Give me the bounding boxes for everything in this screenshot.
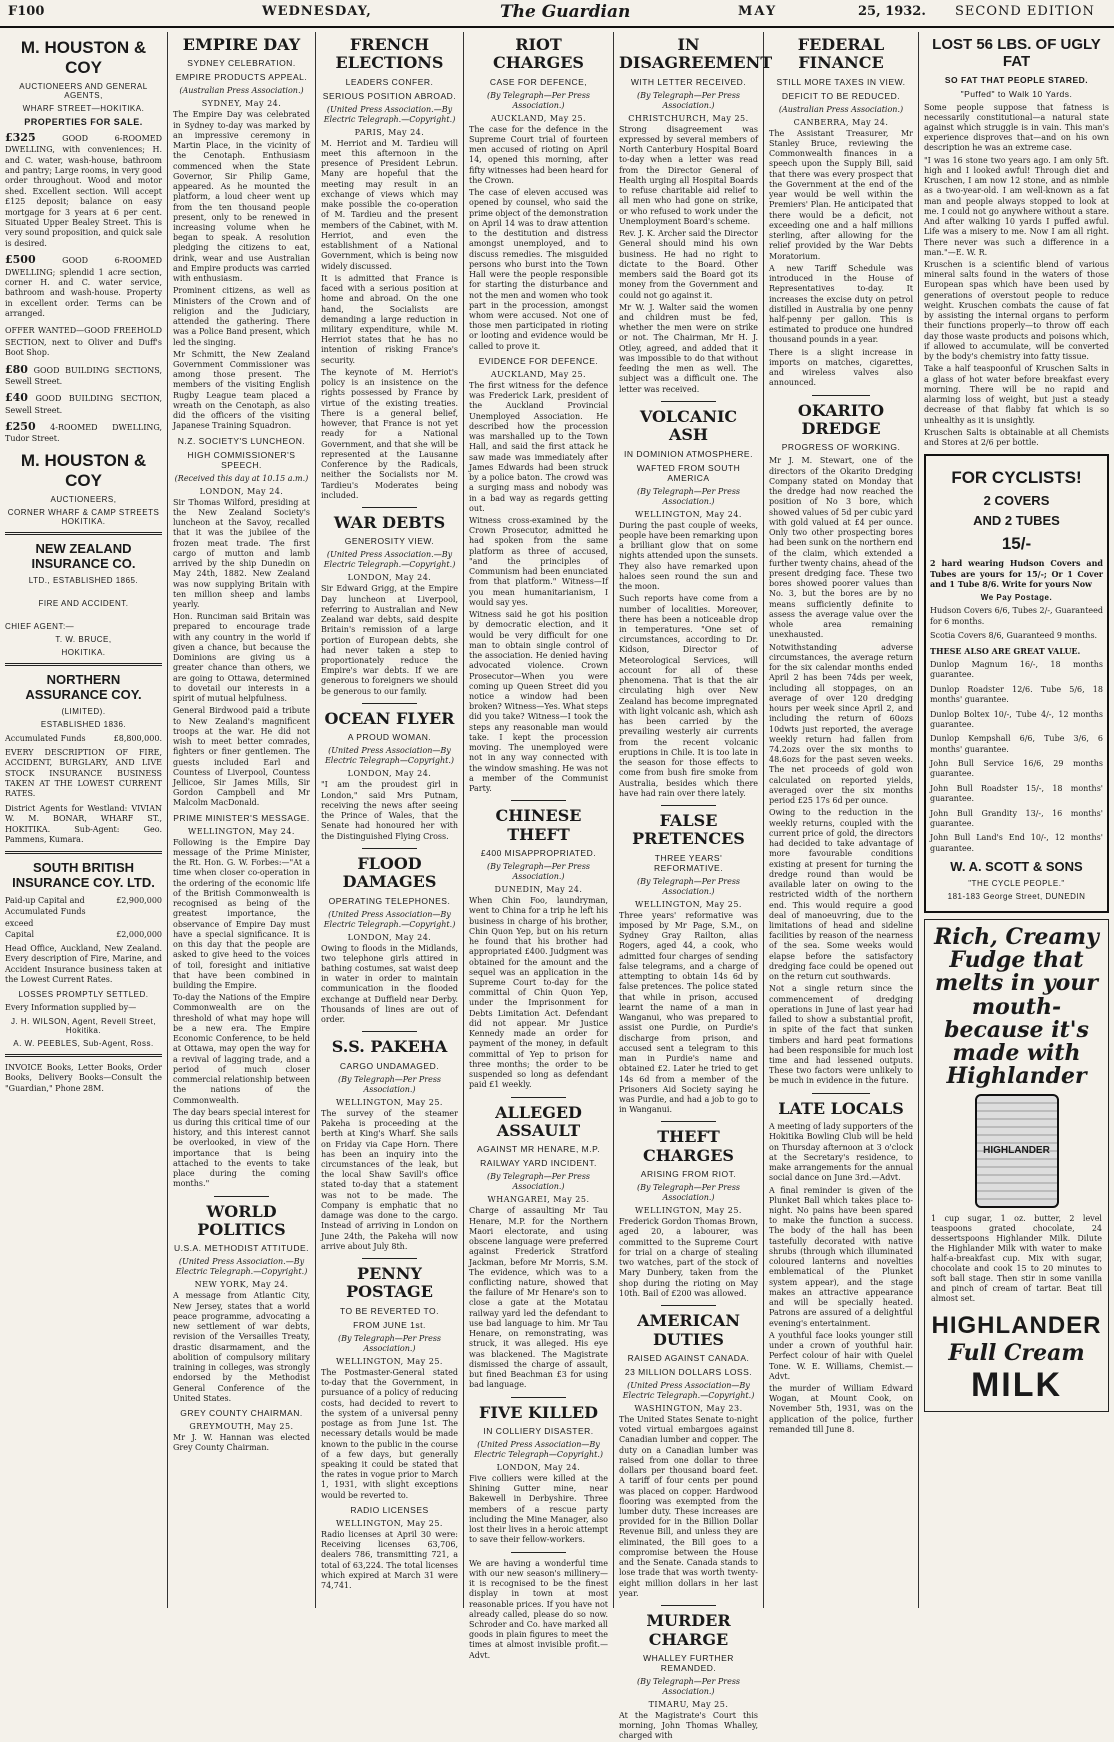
dateline: CANBERRA, May 24.: [793, 117, 889, 127]
article-body: the murder of William Edward Wogan, at Mount Cook, on November 5th, 1931, was on the application of the police, further remanded till June 8.: [769, 1383, 913, 1434]
article-body: The day bears special interest for us during this critical time of our history, and this interest cannot be overlooked, in view of the importance that is being attached to the events to take place during the coming months.": [173, 1107, 310, 1189]
article-subheading: A PROUD WOMAN.: [347, 732, 432, 743]
newspaper-title: The Guardian: [500, 2, 631, 22]
houston-role-2: AUCTIONEERS,: [50, 494, 117, 504]
article-body: General Birdwood paid a tribute to New Zealand's magnificent troops at the war. He did not wish to meet better comrades, fighters or finer gentlemen. The guests included Earl and Countess of Liverpool, Countess Jellicoe, Sir James Mills, Sir Gordon Campbell and Mr Malcolm MacDonald.: [173, 706, 310, 808]
dateline: WELLINGTON, May 25.: [336, 1518, 443, 1528]
article-subheading: RADIO LICENSES: [350, 1504, 429, 1515]
property-listing: [5, 323, 162, 358]
property-listing: [5, 131, 162, 249]
press-credit: (United Press Association—By Electric Telegraph.—Copyright.): [622, 1380, 755, 1400]
column-1-advertisements: [0, 32, 168, 1608]
dateline: AUCKLAND, May 25.: [490, 369, 587, 379]
divider: [214, 1196, 269, 1197]
tyre-item: Dunlop Boltex 10/-, Tube 4/-, 12 months guarantee.: [930, 709, 1103, 729]
houston-role: AUCTIONEERS AND GENERAL AGENTS,: [19, 82, 148, 100]
divider: [5, 663, 162, 666]
south-british-head-office: Head Office, Auckland, New Zealand. Every description of Fire, Marine, and Accident Insurance business taken at the Lowest Current Rates.: [5, 944, 162, 985]
weekday: WEDNESDAY,: [262, 4, 372, 19]
article-heading: IN DISAGREEMENT: [619, 35, 773, 73]
article-body: The Assistant Treasurer, Mr Stanley Bruce, reviewing the Commonwealth finances in a speech upon the Supply Bill, said that there was every prospect that the Government at the end of the year would be well within the Premiers' Plan. He anticipated that there would be a deficit, not exceeding one and a half millions sterling, after allowing for the relief provided by the War Debts Moratorium.: [769, 128, 913, 261]
cyclists-description: 2 hard wearing Hudson Covers and Tubes are yours for 15/-; Or 1 Cover and 1 Tube 8/6. Write for yours Now: [930, 558, 1103, 590]
kruschen-body: Take a half teaspoonful of Kruschen Salts in a glass of hot water before breakfast every morning. There will be no rapid and alarming loss of weight, but just a steady decrease of that flabby fat which is so unhealthy as it is unsightly.: [924, 364, 1109, 425]
article-subheading: GREY COUNTY CHAIRMAN.: [180, 1408, 303, 1419]
press-credit: (Australian Press Association.): [778, 104, 904, 114]
agent-peebles: A. W. PEEBLES, Sub-Agent, Ross.: [13, 1039, 154, 1048]
kruschen-subheading: "Puffed" to Walk 10 Yards.: [960, 88, 1073, 99]
divider: [661, 1305, 717, 1306]
tyre-item: THESE ALSO ARE GREAT VALUE.: [930, 645, 1081, 656]
dateline: LONDON, May 24.: [347, 769, 432, 779]
article-body: Sir Thomas Wilford, presiding at the New Zealand Society's luncheon at the Savoy, recalled that it was the jubilee of the frozen meat trade. The first cargo of mutton and lamb arrived by the ship Dunedin on May 24th, 1882. New Zealand was now supplying Britain with ten million sheep and lambs yearly.: [173, 497, 310, 609]
dateline: PARIS, May 24.: [354, 127, 425, 137]
article-body: Mr W. J. Walter said the women and children must be fed, whether the men were on strike or not. The Chairman, Mr H. J. Otley, agreed, and added that it was impossible to do that without feeding the men as well. The subject was a difficult one. The letter was received.: [619, 302, 758, 394]
dateline: WELLINGTON, May 25.: [336, 1356, 443, 1366]
divider: [362, 1031, 417, 1032]
article-body: A final reminder is given of the Plunket Ball which takes place to-night. No pains have been spared to make the function a success. The body of the hall has been tastefully decorated with native shrubs (through which illuminated coloured lanterns and novelties emblematical of the Plunket system appear), and the stage makes an attractive appearance and will be specially heated. Patrons are assured of a delightful evening's entertainment.: [769, 1185, 913, 1328]
article-body: The Postmaster-General stated to-day that the Government, in pursuance of a policy of reducing costs, had decided to revert to the system of a universal penny postage as from June 1st. The necessary details would be made known to the public in the course of a few days, but generally speaking it could be stated that the rates in vogue prior to March 1, 1931, with slight exceptions would be reverted to.: [321, 1367, 458, 1500]
divider: [5, 1054, 162, 1057]
cyclists-offer-line: AND 2 TUBES: [973, 513, 1060, 529]
northern-limited: (LIMITED).: [61, 706, 106, 716]
press-credit: (By Telegraph—Per Press Association.): [486, 90, 591, 110]
article-body: A message from Atlantic City, New Jersey, states that a world peace programme, advocating a new settlement of war debts, revision of the Versailles Treaty, drastic disarmament, and the abolition of compulsory military training in colleges, was strongly endorsed by the Methodist General Conference of the United States.: [173, 1291, 310, 1403]
dateline: WHANGAREI, May 25.: [487, 1195, 590, 1205]
houston-address: WHARF STREET—HOKITIKA.: [22, 104, 145, 113]
article-body: Frederick Gordon Thomas Brown, aged 20, a labourer, was committed to the Supreme Court for trial on a charge of stealing two watches, part of the stock of Mary Dunbery, taken from the shop during the rioting on May 10th. Bail of £200 was allowed.: [619, 1217, 758, 1298]
kruschen-heading: LOST 56 LBS. OF UGLY FAT: [932, 36, 1101, 71]
article-subheading: WAFTED FROM SOUTH AMERICA: [636, 462, 741, 483]
article-body: The keynote of M. Herriot's policy is an insistence on the rights possessed by France by virtue of the existing treaties. There is a general belief, however, that France is not yet ready for a National Government, and that she will be represented at the Lausanne Conference by the Radicals, neither the Socialists nor M. Tardieu's Moderates being included.: [321, 367, 458, 500]
nz-insurance-town: HOKITIKA.: [61, 647, 106, 657]
divider: [362, 507, 417, 508]
property-listing: [5, 363, 162, 388]
divider: [362, 703, 417, 704]
column-5: [614, 32, 773, 1741]
tyre-item: Hudson Covers 6/6, Tubes 2/-, Guaranteed for 6 months.: [930, 606, 1103, 626]
cyclists-offer-line: 2 COVERS: [983, 493, 1050, 509]
article-body: Strong disagreement was expressed by several members of North Canterbury Hospital Board to-day when a letter was read from the Director General of Health urging all Hospital Boards to refuse charitable aid relief to all men who had gone on strike, or who refused to work under the Unemployment Board's scheme.: [619, 124, 758, 226]
article-body: Hon. Runciman said Britain was prepared to encourage trade with any country in the world if given a chance, but because the Dominions are giving us a greater chance than others, we are going to Ottawa, determined to dovetail our interests in a spirit of mutual helpfulness.: [173, 612, 310, 704]
article-body: M. Herriot and M. Tardieu will meet this afternoon in the presence of President Lebrun. Many are hopeful that the meeting may result in an exchange of views which may make possible the co-operation of M. Tardieu and the present members of the Cabinet, with M. Herriot, and even the establishment of a National Government, which is being now widely discussed.: [321, 138, 458, 271]
dateline: GREYMOUTH, May 25.: [189, 1422, 294, 1432]
press-credit: (By Telegraph—Per Press Association.): [486, 1172, 591, 1192]
listing-price: £500: [5, 253, 36, 267]
article-body: A youthful face looks younger still under a crown of youthful hair. Perfect colour of hair with Quelel Tone. W. E. Williams, Chemist.—Advt.: [769, 1330, 913, 1381]
article-heading: CHINESE THEFT: [495, 806, 582, 844]
cyclists-postage: We Pay Postage.: [980, 593, 1053, 603]
article-body: At the Magistrate's Court this morning, John Thomas Whalley, charged with: [619, 1710, 758, 1741]
article-subheading: FROM JUNE 1st.: [353, 1319, 426, 1330]
losses-settled: LOSSES PROMPTLY SETTLED.: [18, 989, 149, 999]
article-heading: EMPIRE DAY: [182, 35, 301, 54]
full-cream-label: Full Cream: [948, 1339, 1085, 1366]
cyclists-advert: [924, 454, 1109, 913]
article-subheading: N.Z. SOCIETY'S LUNCHEON.: [177, 435, 306, 446]
houston-address-2: CORNER WHARF & CAMP STREETS HOKITIKA.: [7, 507, 160, 526]
northern-funds: [5, 733, 162, 744]
article-body: It is admitted that France is faced with a serious position at home and abroad. On the one hand, the Socialists are demanding a large reduction in military expenditure, while M. Herriot states that he has no intention of risking France's security.: [321, 273, 458, 365]
south-british-row: [5, 895, 162, 929]
article-body: Not a single return since the commencement of dredging operations in June of last year had failed to show a substantial profit, in spite of the fact that sunken timbers and hard peat formations had been responsible for much lost time and had lessened outputs. These two factors were unlikely to be much in evidence in the future.: [769, 984, 913, 1086]
article-body: Witness cross-examined by the Crown Prosecutor, admitted he had spoken from the same platform as three of accused, "and the principles of Communism had been enunciated from that platform." Witness—If you mean humanitarianism, I would say yes.: [469, 515, 608, 607]
article-heading: PENNY POSTAGE: [346, 1264, 433, 1302]
funds-value: £8,800,000.: [113, 733, 162, 743]
fudge-recipe: 1 cup sugar, 1 oz. butter, 2 level teaspoons grated chocolate, 24 dessertspoons Highlander Milk. Dilute the Highlander Milk with water to make half-a-breakfast cup. Mix with sugar, chocolate and cook 15 to 20 minutes to soft ball stage. Then stir in some vanilla and pinch of cream of tartar. Beat till almost set.: [931, 1213, 1102, 1303]
dateline: WELLINGTON, May 25.: [336, 1097, 443, 1107]
article-subheading: £400 MISAPPROPRIATED.: [480, 848, 597, 859]
article-body: Rev. J. K. Archer said the Director General should mind his own business. He had no right to dictate to the Board. Other members said the Board got its money from the Government and could not go against it.: [619, 229, 758, 300]
dateline: WASHINGTON, May 23.: [634, 1403, 743, 1413]
tyre-item: Scotia Covers 8/6, Guaranteed 9 months.: [930, 631, 1098, 641]
month: MAY: [738, 4, 778, 19]
highlander-brand: HIGHLANDER: [931, 1311, 1102, 1339]
info-supplied: Every Information supplied by—: [5, 1002, 137, 1012]
divider: [661, 401, 717, 402]
article-subheading: PRIME MINISTER'S MESSAGE.: [173, 812, 310, 823]
dateline: LONDON, May 24.: [496, 1462, 581, 1472]
highlander-advert: [924, 919, 1109, 1412]
article-body: Mr J. W. Hannan was elected Grey County Chairman.: [173, 1433, 310, 1453]
nz-insurance-chief-agent: CHIEF AGENT:—: [5, 621, 75, 631]
dateline: LONDON, May 24.: [347, 573, 432, 583]
article-body: The case for the defence in the Supreme Court trial of fourteen men accused of rioting on April 14, opened this morning, after fifty witnesses had been heard for the Crown.: [469, 124, 608, 185]
article-body: A meeting of lady supporters of the Hokitika Bowling Club will be held on Thursday afternoon at 3 o'clock at the Secretary's residence, to make arrangements for the annual social dance on June 3rd.—Advt.: [769, 1122, 913, 1183]
divider: [5, 532, 162, 535]
nz-insurance-established: LTD., ESTABLISHED 1865.: [28, 575, 139, 585]
article-subheading: 23 MILLION DOLLARS LOSS.: [624, 1366, 753, 1377]
kruschen-body: Kruschen is a scientific blend of various mineral salts found in the waters of those European spas which have been used by generations of overstout people to reduce weight. Kruschen combats the cause of fat by assisting the internal organs to perform their functions properly—to throw off each day those waste products and poisons which, if allowed to accumulate, will be converted by the body's chemistry into fatty tissue.: [924, 260, 1109, 362]
press-credit: (By Telegraph—Per Press Association.): [636, 1183, 741, 1203]
south-british-row: [5, 929, 162, 940]
article-subheading: IN COLLIERY DISASTER.: [483, 1425, 594, 1436]
page-number: F100: [8, 4, 45, 19]
tyre-item: John Bull Roadster 15/-, 18 months' guarantee.: [930, 783, 1103, 804]
article-body: Such reports have come from a number of localities. Moreover, there has been a noticeable drop in temperatures. "One set of circumstances, according to Dr. Kidson, Director of Meteorological Services, will account for all of these phenomena. That is that the air circulating high over New Zealand has become impregnated with light volcanic ash, which ash has been carried by the prevailing westerly air currents from the recent volcanic eruptions in Chile. It is too late in the season for those effects to come from bush fire smoke from Australia, besides which there have had rain over there lately.: [619, 594, 758, 798]
column-3: [316, 32, 464, 1608]
shop-name: W. A. SCOTT & SONS: [950, 859, 1083, 875]
date: 25, 1932.: [858, 4, 926, 19]
article-heading: S.S. PAKEHA: [331, 1037, 448, 1057]
press-credit: (By Telegraph—Per Press Association.): [636, 1676, 741, 1696]
article-body: Sir Edward Grigg, at the Empire Day luncheon at Liverpool, referring to Australian and New Zealand war debts, said despite Britain's remission of a large portion of European debts, she had never taken a step to proportionately reduce the Empire's war debts. If we are generous to foreigners we should be generous to our family.: [321, 584, 458, 696]
article-body: Three years' reformative was imposed by Mr Page, S.M., on Sydney Gray Railton, alias Rogers, aged 44, a cook, who admitted four charges of sending false telegrams, and a charge of attempting to obtain 14s 6d by false pretences. The police stated that while in prison, accused learnt the name of a man in Wanganui, who was prepared to assist one Purdie, on Purdie's discharge from prison, and accused sent a telegram to this man in Purdie's name and obtained £2. Later he tried to get 14s 6d from a member of the Prisoners Aid Society saying he was Purdie, and had a job to go to in Wanganui.: [619, 910, 758, 1115]
article-heading: FEDERAL FINANCE: [797, 35, 885, 73]
article-heading: VOLCANIC ASH: [639, 406, 738, 445]
dateline: WELLINGTON, May 25.: [635, 899, 742, 909]
article-subheading: CASE FOR DEFENCE,: [489, 76, 588, 87]
dateline: WELLINGTON, May 25.: [635, 1206, 742, 1216]
tyre-item: John Bull Service 16/6, 29 months guarantee.: [930, 759, 1103, 779]
south-british-name: SOUTH BRITISH INSURANCE COY. LTD.: [12, 860, 155, 891]
article-body: The Empire Day was celebrated in Sydney to-day was marked by an impressive ceremony in Martin Place, in the vicinity of the Cenotaph. Enthusiasm commenced when the State Governor, Sir Philip Game, appeared. As he mounted the platform, a loud cheer went up from the ten thousand people present, only to be renewed in increasing volume when he began to speak. A resolution pledging the citizens to eat, drink, wear and use Australian and Empire products was carried with enthusiasm.: [173, 110, 310, 284]
divider: [812, 395, 870, 396]
article-subheading: SERIOUS POSITION ABROAD.: [322, 90, 457, 101]
press-credit: (By Telegraph—Per Press Association.): [636, 876, 741, 896]
listing-text: GOOD 6-ROOMED DWELLING; splendid 1 acre section, corner H. and C. water service, bathroom and wash-house. Property in excellent order. Terms can be arranged.: [5, 256, 163, 319]
divider: [362, 848, 417, 849]
press-credit: (United Press Association—By Electric Telegraph.—Copyright.): [323, 909, 456, 929]
article-subheading: OPERATING TELEPHONES.: [328, 895, 451, 906]
agent-wilson: J. H. WILSON, Agent, Revell Street, Hokitika.: [10, 1017, 157, 1035]
received-note: (Received this day at 10.15 a.m.): [174, 473, 309, 483]
shop-tagline: "THE CYCLE PEOPLE.": [968, 879, 1065, 889]
article-heading: OKARITO DREDGE: [797, 400, 885, 439]
dateline: DUNEDIN, May 24.: [494, 885, 583, 895]
press-credit: (By Telegraph—Per Press Association.): [636, 486, 741, 506]
invoice-books-ad: INVOICE Books, Letter Books, Order Books, Delivery Books—Consult the "Guardian," Phone 28M.: [5, 1063, 162, 1093]
column-6: [764, 32, 919, 1608]
article-subheading: SYDNEY CELEBRATION.: [187, 58, 296, 69]
article-body: Owing to the reduction in the weekly returns, coupled with the current price of gold, the directors had decided to take advantage of more favourable conditions existing at present for turning the dredge round than would be available later on owing to the restricted width of the northern end. This would require a good deal of manoeuvring, due to the limitations of head and sideline facilities by reason of the nearness of the sea. Some weeks would elapse before the satisfactory dredging face could be opened out on the return cut southwards.: [769, 808, 913, 982]
article-heading: FRENCH ELECTIONS: [335, 35, 444, 73]
milk-tin-image: [975, 1094, 1059, 1208]
tyre-item: John Bull Grandity 13/-, 16 months' guarantee.: [930, 808, 1103, 829]
listing-price: £250: [5, 419, 36, 433]
listing-text: GOOD BUILDING SECTION, Sewell Street.: [5, 394, 163, 415]
northern-established: ESTABLISHED 1836.: [40, 719, 127, 729]
article-subheading: THREE YEARS' REFORMATIVE.: [653, 852, 724, 873]
dateline: NEW YORK, May 24.: [194, 1280, 289, 1290]
listing-price: £325: [5, 131, 36, 144]
article-subheading: GENEROSITY VIEW.: [344, 536, 435, 547]
shop-address: 181-183 George Street, DUNEDIN: [947, 892, 1086, 902]
article-heading: MURDER CHARGE: [646, 1611, 731, 1649]
edition: SECOND EDITION: [955, 4, 1095, 19]
listing-text: GOOD 6-ROOMED DWELLING, with conveniences; H. and C. water, wash-house, bathroom and pantry; Large rooms, in very good order throughout. Wood and motor shed. Excellent section. Will accept £125 deposit; balance on easy mortgage for 3 years at 6 per cent. Situated Upper Bealey Street. This is very sound proposition, and quick sale is desired.: [5, 134, 163, 248]
press-credit: (United Press Association—By Electric Telegraph—Copyright.): [473, 1439, 604, 1459]
article-body: Mr Schmitt, the New Zealand Government Commissioner was among those present. The members of the visiting English Rugby League team placed a wreath on the Cenotaph, as also did the officers of the visiting Japanese Training Squadron.: [173, 349, 310, 431]
article-body: When Chin Foo, laundryman, went to China for a trip he left his business in charge of his brother, Chin Quon Yep, but on his return he found that his brother had appropriated £400. Judgment was obtained for the amount and the sequel was an application in the Supreme Court to-day for the committal of Chin Quon Yep, under the Imprisonment for Debts Limitation Act. Defendant did not appear. Mr Justice Kennedy made an order for payment of the money, in default committal of Yep to prison for three months; the order to be suspended so long as defendant paid £1 weekly.: [469, 896, 608, 1090]
listing-price: £80: [5, 362, 28, 376]
dateline: AUCKLAND, May 25.: [490, 113, 587, 123]
listing-text: 4-ROOMED DWELLING, Tudor Street.: [5, 422, 162, 444]
article-heading: ALLEGED ASSAULT: [495, 1102, 582, 1140]
article-subheading: WITH LETTER RECEIVED.: [630, 76, 747, 87]
article-heading: FIVE KILLED: [479, 1402, 598, 1422]
article-body: Following is the Empire Day message of the Prime Minister, the Rt. Hon. G. W. Forbes:—"At a time when closer co-operation in the ordering of the economic life of the British Commonwealth is recognised as being of the greatest importance, the observance of Empire Day must have a special significance. It is on this day that the people are asked to give heed to the voices of toil, foresight and initiative that have been combined in building the Empire.: [173, 837, 310, 990]
milk-label: MILK: [970, 1365, 1063, 1404]
article-subheading: RAILWAY YARD INCIDENT.: [480, 1158, 597, 1169]
press-credit: (By Telegraph—Per Press Association.): [486, 862, 591, 882]
article-subheading: DEFICIT TO BE REDUCED.: [781, 90, 901, 101]
millinery-advert: We are having a wonderful time with our new season's millinery—it is recognised to be the finest display in town at most reasonable prices. If you have not already called, please do so now. Schroder and Co. have marked all goods in plain figures to meet the times at almost invisible profit.—Advt.: [469, 1558, 608, 1660]
row-label: Paid-up Capital and Accumulated Funds exceed: [5, 896, 86, 928]
tyre-item: Dunlop Magnum 16/-, 18 months guarantee.: [930, 659, 1103, 680]
kruschen-subheading: SO FAT THAT PEOPLE STARED.: [944, 74, 1089, 85]
column-7-advertisements: [919, 32, 1114, 1608]
dateline: WELLINGTON, May 24.: [188, 826, 295, 836]
article-body: Radio licenses at April 30 were: Receiving licenses 63,706, dealers 786, transmitting 721, a total of 63,224. The total licenses which expired at March 31 were 74,741.: [321, 1529, 458, 1591]
article-body: Notwithstanding adverse circumstances, the average return for the six calendar months ended April 2 has been 74ds per week, including all stoppages, on an average of over 120 dredging hours per week since April 2, and including the return of 60ozs 10dwts just reported, the average weekly return had fallen from 74.2ozs over the six months to 48.6ozs for the past seven weeks. The net proceeds of gold won calculated on reported yields, averaged over the six months period £25 17s 6d per ounce.: [769, 642, 913, 806]
article-heading: FALSE PRETENCES: [632, 810, 745, 849]
article-body: A new Tariff Schedule was introduced in the House of Representatives to-day. It increases the excise duty on petrol distilled in Australia by one penny half-penny per gallon. This is estimated to produce one hundred thousand pounds in a year.: [769, 263, 913, 345]
article-body: Mr J. M. Stewart, one of the directors of the Okarito Dredging Company stated on Monday that the dredge had now reached the position of No 3 bore, which showed values of 5d per cubic yard with gold valued at £4 per ounce. Only two other prospecting bores had been sunk on the northern end of the claim, which extended a further twenty chains, ahead of the present dredging face. These two bores showed poorer values than No. 3, but the bores are by no means sufficiently definite to assess the average value over the whole area remaining unexhausted.: [769, 456, 913, 640]
article-body: Witness said he got his position by democratic election, and it would be very difficult for one man to obtain single control of the association. He denied having advocated violence. Crown Prosecutor—When you were coming up Queen Street did you notice a window had been broken? Witness—Yes. What steps did you take? Witness—I took the steps any reasonable man would take. I kept the procession moving. The unemployed were not in any way connected with the window smashing. He was not a member of the Communist Party.: [469, 610, 608, 794]
row-value: £2,900,000: [116, 896, 162, 906]
dateline: TIMARU, May 25.: [648, 1699, 729, 1709]
divider: [661, 1605, 717, 1606]
northern-description: EVERY DESCRIPTION OF FIRE, ACCIDENT, BURGLARY, AND LIVE STOCK INSURANCE BUSINESS TAKEN AT THE LOWEST CURRENT RATES.: [5, 747, 162, 799]
article-subheading: RAISED AGAINST CANADA.: [627, 1352, 750, 1363]
article-heading: LATE LOCALS: [778, 1098, 904, 1118]
article-body: "I am the proudest girl in London," said Mrs Putnam, receiving the news after seeing the Prince of Wales, that the Senate had honoured her with the Distinguished Flying Cross.: [321, 780, 458, 841]
divider: [511, 800, 567, 801]
article-subheading: PROGRESS OF WORKING.: [781, 442, 901, 453]
funds-label: Accumulated Funds: [5, 733, 86, 743]
article-subheading: TO BE REVERTED TO.: [339, 1305, 440, 1316]
divider: [362, 1258, 417, 1259]
nz-insurance-agent: T. W. BRUCE,: [55, 634, 112, 644]
article-subheading: WHALLEY FURTHER REMANDED.: [643, 1652, 734, 1673]
article-body: Prominent citizens, as well as Ministers of the Crown and of religion and the Judiciary, attended the gathering. There was a Police Band present, which led the singing.: [173, 286, 310, 347]
row-value: £2,000,000: [116, 929, 162, 939]
article-heading: FLOOD DAMAGES: [342, 853, 437, 892]
article-body: To-day the Nations of the Empire Commonwealth are on the threshold of what may hope will be a new era. The Empire Economic Conference, to be held at Ottawa, may open the way for a revival of lagging trade, and a period of much closer commercial relationship between the nations of the Commonwealth.: [173, 993, 310, 1105]
masthead: [0, 0, 1114, 28]
divider: [511, 1397, 567, 1398]
column-4: [464, 32, 614, 1660]
tyre-item: Dunlop Kempshall 6/6, Tube 3/6, 6 months' guarantee.: [930, 734, 1103, 754]
divider: [661, 1121, 717, 1122]
nz-insurance-name: NEW ZEALAND INSURANCE CO.: [31, 540, 136, 571]
press-credit: (By Telegraph—Per Press Association.): [337, 1333, 442, 1353]
fudge-slogan: Rich, Creamy Fudge that melts in your mouth-because it's made with Highlander: [934, 924, 1099, 1089]
article-body: The first witness for the defence was Frederick Lark, president of the Auckland Provincial Unemployed Association. He described how the procession was marshalled up to the Town Hall, and said the first attack he saw made was immediately after James Edwards had been struck by a police baton. The crowd was a surging mass and nobody was in a bad way as regards getting out.: [469, 380, 608, 513]
houston-name: M. HOUSTON & COY: [20, 38, 147, 77]
cyclists-heading: FOR CYCLISTS!: [951, 468, 1082, 488]
nz-insurance-lines: FIRE AND ACCIDENT.: [38, 598, 129, 608]
cyclists-price: 15/-: [1001, 534, 1032, 554]
dateline: LONDON, May 24.: [199, 486, 284, 496]
article-heading: AMERICAN DUTIES: [637, 1311, 740, 1349]
property-listing: [5, 391, 162, 416]
divider: [511, 1097, 567, 1098]
kruschen-body: Some people suppose that fatness is necessarily constitutional—a natural state against which struggle is in vain. This man's experience disproves that—and on his own description he was an extreme case.: [924, 102, 1109, 153]
article-subheading: IN DOMINION ATMOSPHERE.: [624, 448, 753, 459]
article-body: Owing to floods in the Midlands, two telephone girls attired in bathing costumes, sat waist deep in water in order to maintain communication in the flooded exchange at Duffield near Derby. Thousands of lines are out of order.: [321, 943, 458, 1025]
press-credit: (United Press Association.—By Electric Telegraph.—Copyright.): [323, 104, 456, 124]
column-2: [168, 32, 316, 1608]
article-heading: RIOT CHARGES: [493, 35, 584, 73]
article-subheading: HIGH COMMISSIONER'S SPEECH.: [187, 449, 296, 470]
article-heading: THEFT CHARGES: [643, 1127, 734, 1165]
article-heading: WORLD POLITICS: [197, 1201, 286, 1240]
article-subheading: AGAINST MR HENARE, M.P.: [476, 1144, 601, 1155]
northern-agents: District Agents for Westland: VIVIAN W. M. BONAR, WHARF ST., HOKITIKA. Sub-Agent: Geo. Pammens, Kumara.: [5, 803, 162, 844]
press-credit: (By Telegraph—Per Press Association.): [636, 90, 741, 110]
listing-text: GOOD BUILDING SECTIONS, Sewell Street.: [5, 365, 162, 386]
press-credit: (By Telegraph—Per Press Association.): [337, 1074, 442, 1094]
article-heading: WAR DEBTS: [333, 512, 446, 532]
article-subheading: CARGO UNDAMAGED.: [339, 1060, 440, 1071]
divider: [812, 1093, 870, 1094]
property-listing: [5, 253, 162, 319]
tyre-item: Dunlop Roadster 12/6. Tube 5/6, 18 months' guarantee.: [930, 684, 1103, 705]
divider: [511, 1552, 567, 1553]
article-subheading: STILL MORE TAXES IN VIEW.: [776, 76, 906, 87]
press-credit: (United Press Association—By Electric Telegraph—Copyright.): [324, 746, 455, 766]
article-heading: OCEAN FLYER: [324, 708, 455, 728]
press-credit: (United Press Association.—By Electric Telegraph.—Copyright.): [175, 1257, 308, 1277]
houston-name-2: M. HOUSTON & COY: [20, 450, 147, 490]
article-subheading: ARISING FROM RIOT.: [640, 1169, 737, 1180]
properties-heading: PROPERTIES FOR SALE.: [24, 117, 143, 127]
article-subheading: EMPIRE PRODUCTS APPEAL.: [175, 72, 308, 83]
article-subheading: LEADERS CONFER.: [345, 76, 434, 87]
article-subheading: EVIDENCE FOR DEFENCE.: [478, 355, 599, 366]
kruschen-body: Kruschen Salts is obtainable at all Chemists and Stores at 2/6 per bottle.: [924, 427, 1109, 447]
northern-assurance-name: NORTHERN ASSURANCE COY.: [25, 671, 142, 702]
article-subheading: U.S.A. METHODIST ATTITUDE.: [173, 1243, 309, 1254]
article-body: Five colliers were killed at the Shining Gutter mine, near Bakewell in Derbyshire. Three members of a rescue party including the Mine Manager, also lost their lives in a heroic attempt to save their fellow-workers.: [469, 1473, 608, 1545]
dateline: CHRISTCHURCH, May 25.: [628, 113, 749, 123]
article-body: The survey of the steamer Pakeha is proceeding at the berth at King's Wharf. She sails on Friday via Cape Horn. There has been an inquiry into the circumstances of the leak, but the local Shaw Savill's office stated to-day that a statement was not to be made. The Company is emphatic that no damage was done to the cargo. Instead of arriving in London on June 24th, the Pakeha will now arrive about July 8th.: [321, 1108, 458, 1251]
press-credit: (Australian Press Association.): [179, 86, 304, 96]
article-body: There is a slight increase in imports on matches, cigarettes, and wireless valves also announced.: [769, 347, 913, 388]
article-body: The case of eleven accused was opened by counsel, who said the prime object of the demonstration on April 14 was to draw attention to the destitution and distress amongst unemployed, and to discuss remedies. The misguided persons who burst into the Town Hall were the people responsible for starting the disturbance and not the men and women who took part in the procession, amongst whom were accused. Not one of those men participated in rioting or looting and evidence would be called to prove it.: [469, 188, 608, 351]
article-body: During the past couple of weeks, people have been remarking upon a brilliant glow that on some nights attended upon the sunsets. They also have remarked upon haloes seen round the sun and the moon.: [619, 520, 758, 592]
dateline: WELLINGTON, May 24.: [635, 509, 742, 519]
article-body: The United States Senate to-night voted virtual embargoes against Canadian lumber and copper. The duty on a Canadian lumber was raised from one dollar to three dollars per thousand board feet. A tariff of four cents per pound was placed on copper. Hardwood flooring was exempted from the lumber duty. These increases are provided for in the Billion Dollar Revenue Bill, and unless they are eliminated, the Bill goes to a compromise between the House and the Senate. Canada stands to lose trade that was worth twenty-eight million dollars in her last year.: [619, 1414, 758, 1598]
dateline: LONDON, May 24.: [347, 932, 432, 942]
press-credit: (United Press Association.—By Electric Telegraph.—Copyright.): [323, 550, 456, 570]
divider: [5, 851, 162, 854]
kruschen-body: "I was 16 stone two years ago. I am only 5ft. high and I looked awful! Through diet and Kruschen, I am now 12 stone, and as nimble as a two-year-old. I am well-known as a fat man and people always stopped to look at me. I could not go anywhere without a stare. And after walking 10 yards I puffed awful. Life was a misery to me. Now I am all right. There never was such a difference in a man."—E. W. R.: [924, 155, 1109, 257]
divider: [661, 805, 717, 806]
listing-price: £40: [5, 391, 28, 405]
row-label: Capital: [5, 929, 35, 939]
tyre-item: John Bull Land's End 10/-, 12 months' guarantee.: [930, 833, 1103, 853]
property-listing: [5, 420, 162, 445]
listing-text: OFFER WANTED—GOOD FREEHOLD SECTION, next to Oliver and Duff's Boot Shop.: [5, 326, 162, 358]
dateline: SYDNEY, May 24.: [201, 99, 282, 109]
tin-label: HIGHLANDER: [983, 1145, 1050, 1157]
article-body: Charge of assaulting Mr Tau Henare, M.P. for the Northern Maori electorate, and using obscene language were preferred against Frederick Stratford Jackman, before Mr Morris, S.M. The evidence, which was to a conflicting nature, showed that the failure of Mr Henare's son to close a gate at the Motatau railway yard led the defendant to use bad language to him. Mr Tau Henare, on remonstrating, was struck, it was alleged. His eye was blackened. The Magistrate dismissed the charge of assault, but fined Beachman £3 for using bad language.: [469, 1206, 608, 1390]
